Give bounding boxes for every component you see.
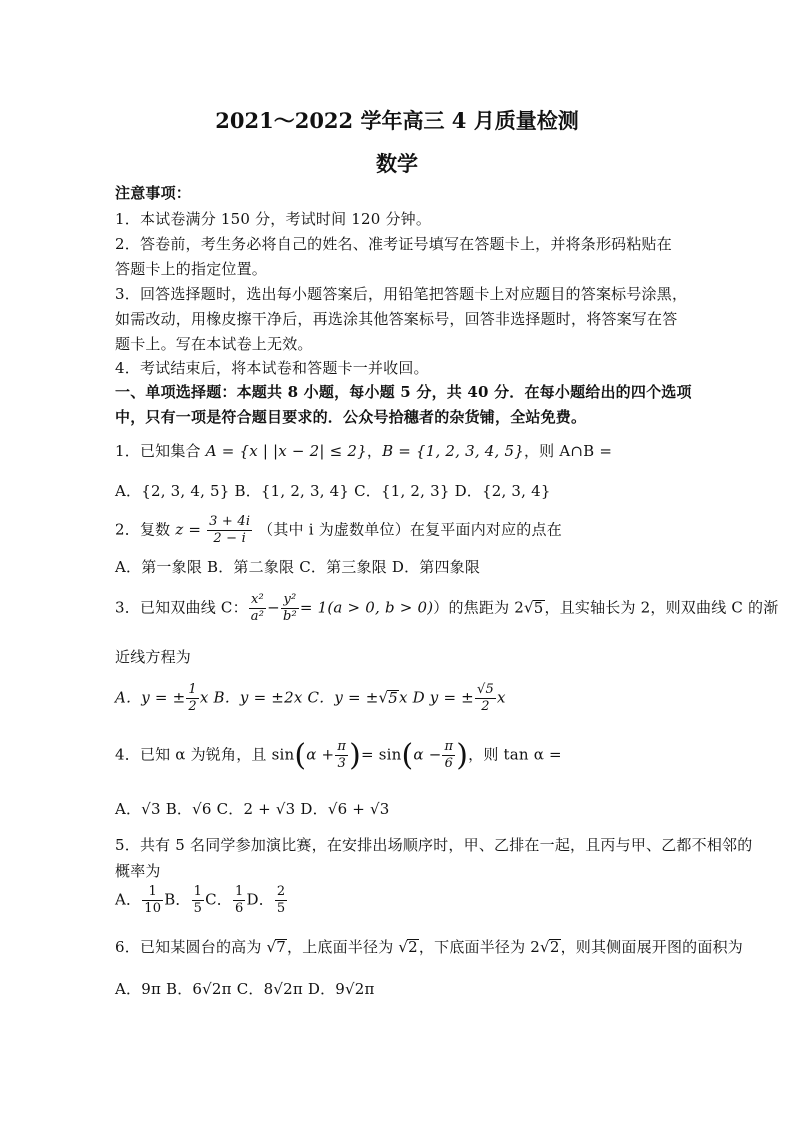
q5-d-num: 2 — [276, 884, 286, 899]
q2-suffix: （其中 i 为虚数单位）在复平面内对应的点在 — [258, 520, 562, 539]
q5-line2: 概率为 — [115, 862, 161, 880]
q5-b-num: 1 — [193, 884, 203, 899]
q2-options: A．第一象限 B．第二象限 C．第三象限 D．第四象限 — [115, 558, 481, 576]
q4-paren-close-1: ) — [349, 738, 361, 773]
q3-opt-a-frac — [186, 682, 198, 715]
q3-opt-d-den: 2 — [481, 699, 490, 714]
q3-opt-d-rest: x — [496, 688, 506, 707]
question-6: 6．已知某圆台的高为 √7，上底面半径为 √2，下底面半径为 2√2，则其侧面展开图的面积为 — [115, 938, 743, 956]
q4-suffix: ，则 tan α = — [468, 745, 562, 764]
exam-title: 2021～2022 学年高三 4 月质量检测 — [215, 108, 579, 133]
q5-a-den: 10 — [144, 901, 162, 916]
q5-opt-a — [142, 884, 163, 917]
q4-paren-open-1: ( — [294, 738, 307, 773]
q4-pi-2: π — [444, 739, 454, 754]
q4-paren-close-2: ) — [456, 738, 469, 773]
q6-mid2: ，下底面半径为 2 — [418, 938, 541, 956]
q4-frac-2 — [442, 739, 455, 772]
q2-fraction — [207, 514, 252, 547]
q3-opt-c-rad: 5 — [388, 688, 398, 707]
q3-opt-a: A．y = ± — [115, 688, 186, 707]
q6-suffix: ，则其侧面展开图的面积为 — [560, 938, 743, 956]
q6-prefix: 6．已知某圆台的高为 — [115, 938, 267, 956]
q3-rad5: 5 — [533, 598, 544, 617]
question-4 — [115, 738, 562, 773]
q2-z: z = — [175, 520, 202, 539]
q4-options: A．√3 B．√6 C．2 + √3 D．√6 + √3 — [115, 800, 390, 818]
q3-opt-d-num: √5 — [476, 682, 494, 697]
q5-label-a: A． — [115, 890, 142, 909]
q5-label-c: C． — [205, 890, 232, 909]
q6-rad7: 7 — [276, 938, 287, 956]
q4-den-6: 6 — [444, 756, 454, 771]
q4-pi-1: π — [337, 739, 347, 754]
q3-opt-a-num: 1 — [188, 682, 197, 697]
q3-frac-x — [249, 592, 266, 625]
q5-opt-d — [275, 884, 287, 917]
q3-x2: x² — [249, 592, 266, 609]
q5-d-den: 5 — [276, 901, 286, 916]
q5-a-num: 1 — [142, 884, 163, 901]
q3-opt-d: x D y = ± — [398, 688, 474, 707]
section-heading: 一、单项选择题：本题共 8 小题，每小题 5 分，共 40 分．在每小题给出的四个选项 — [115, 383, 692, 401]
q5-label-b: B． — [164, 890, 191, 909]
q2-num: 3 + 4i — [209, 514, 251, 529]
question-1 — [115, 440, 612, 461]
notice-item: 题卡上。写在本试卷上无效。 — [115, 335, 313, 353]
notice-heading: 注意事项： — [115, 184, 192, 202]
q1-set-a: A = {x | |x − 2| ≤ 2} — [205, 442, 367, 460]
q6-rad2: 2 — [408, 938, 418, 956]
q3-line2: 近线方程为 — [115, 648, 192, 666]
notice-item: 2．答卷前，考生务必将自己的姓名、准考证号填写在答题卡上，并将条形码粘贴在 — [115, 235, 672, 253]
q3-opt-b: x B．y = ±2x C．y = ± — [199, 688, 379, 707]
q5-label-d: D． — [246, 890, 274, 909]
q3-y2: y² — [281, 592, 299, 609]
q5-options — [115, 884, 288, 917]
notice-item: 4．考试结束后，将本试卷和答题卡一并收回。 — [115, 359, 429, 377]
q4-prefix: 4．已知 α 为锐角，且 sin — [115, 745, 295, 764]
notice-item: 1．本试卷满分 150 分，考试时间 120 分钟。 — [115, 210, 432, 228]
q5-line1: 5．共有 5 名同学参加演比赛，在安排出场顺序时，甲、乙排在一起，且丙与甲、乙都不相邻的 — [115, 836, 753, 854]
q3-tail: ，且实轴长为 2，则双曲线 C 的渐 — [544, 598, 779, 617]
q4-paren-open-2: ( — [401, 738, 414, 773]
q3-b2: b² — [282, 609, 297, 624]
q3-opt-a-den: 2 — [188, 699, 197, 714]
q4-frac-1 — [335, 739, 348, 772]
q3-mid: ）的焦距为 2 — [433, 598, 524, 617]
q3-frac-y — [281, 592, 299, 625]
q3-opt-d-frac — [475, 682, 496, 715]
q6-options: A．9π B．6√2π C．8√2π D．9√2π — [115, 980, 375, 998]
section-heading-cont: 中，只有一项是符合题目要求的．公众号拾穗者的杂货铺，全站免费。 — [115, 408, 587, 426]
q4-arg2: α − — [413, 745, 442, 764]
q5-opt-b — [192, 884, 204, 917]
notice-item: 如需改动，用橡皮擦干净后，再选涂其他答案标号，回答非选择题时，将答案写在答 — [115, 310, 678, 328]
notice-item: 3．回答选择题时，选出每小题答案后，用铅笔把答题卡上对应题目的答案标号涂黑， — [115, 285, 688, 303]
question-3: 3．已知双曲线 C： $\frac{\text{x²}}{\text{a²}}$ − $\frac{\text{y²}}{\text{b²}}$ = 1(a > 0, b > 0)）的焦距为 2√5，且实轴长为 2，则双曲线 C 的渐 — [115, 592, 779, 624]
q4-arg1: α + — [306, 745, 335, 764]
q2-prefix: 2．复数 — [115, 520, 176, 539]
q3-options: A．y = ± $\frac{1}{2}$ x B．y = ±2x C．y = ±√5x D y = ± $\frac{√5}{2}$ x — [115, 682, 506, 714]
q1-sep: ， — [366, 442, 383, 460]
q3-prefix: 3．已知双曲线 C： — [115, 598, 248, 617]
q3-minus: − — [267, 598, 280, 617]
q6-rad2b: 2 — [549, 938, 560, 956]
subject-title: 数学 — [376, 151, 418, 176]
q4-eq: = sin — [360, 745, 402, 764]
notice-item: 答题卡上的指定位置。 — [115, 260, 268, 278]
q2-den: 2 − i — [213, 531, 246, 546]
q1-prefix: 1．已知集合 — [115, 442, 206, 460]
q3-a2: a² — [250, 609, 265, 624]
q1-suffix: ，则 A∩B = — [523, 442, 613, 460]
q5-c-num: 1 — [235, 884, 244, 899]
q1-options: A．{2, 3, 4, 5} B．{1, 2, 3, 4} C．{1, 2, 3} D．{2, 3, 4} — [115, 482, 551, 500]
q4-den-3: 3 — [337, 756, 346, 771]
question-2 — [115, 514, 562, 547]
q6-mid1: ，上底面半径为 — [287, 938, 399, 956]
q5-c-den: 6 — [235, 901, 244, 916]
q3-condition: = 1(a > 0, b > 0) — [299, 598, 434, 617]
q1-set-b: B = {1, 2, 3, 4, 5} — [382, 442, 524, 460]
q5-b-den: 5 — [193, 901, 203, 916]
q5-opt-c — [233, 884, 245, 917]
